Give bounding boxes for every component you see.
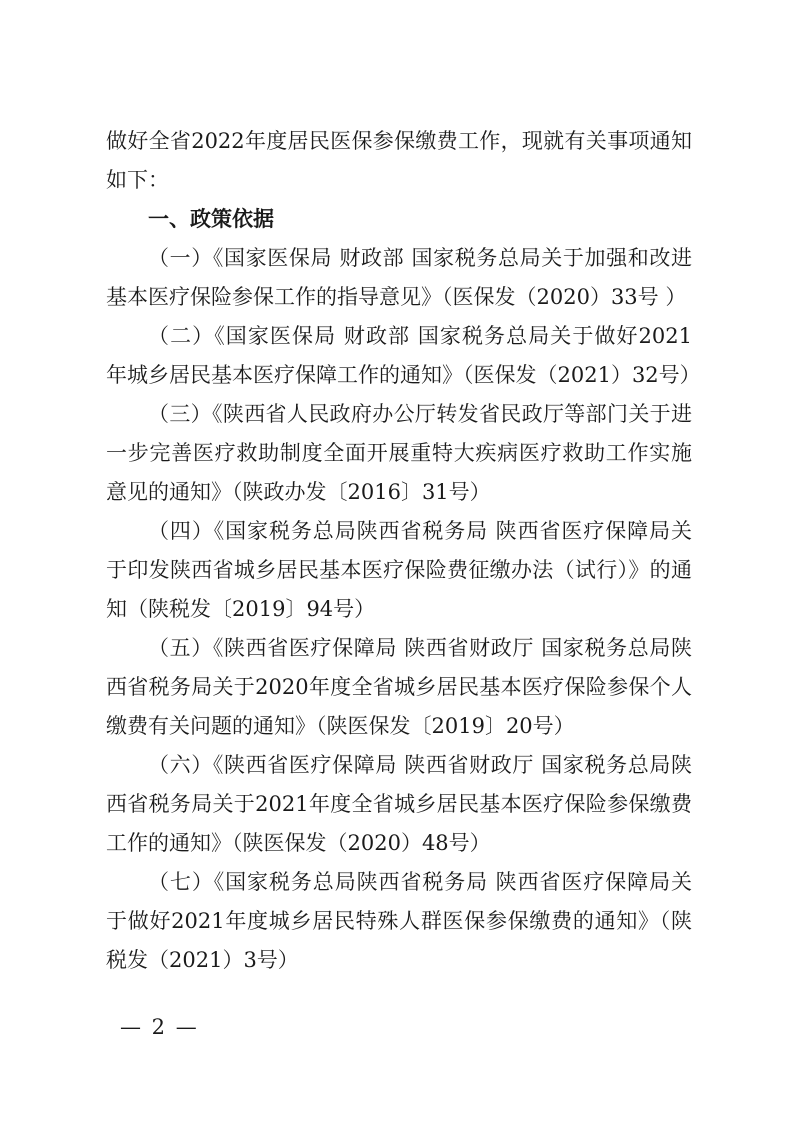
policy-item-7-line: 税发（2021）3号） bbox=[106, 948, 299, 972]
policy-item-5-line: 西省税务局关于2020年度全省城乡居民基本医疗保险参保个人 bbox=[106, 675, 692, 699]
policy-item-6-line: 西省税务局关于2021年度全省城乡居民基本医疗保险参保缴费 bbox=[106, 792, 692, 816]
policy-item-2-line: 年城乡居民基本医疗保障工作的通知》（医保发（2021）32号） bbox=[106, 363, 701, 387]
policy-item-4-line: 于印发陕西省城乡居民基本医疗保险费征缴办法（试行）》的通 bbox=[106, 558, 692, 582]
policy-item-3-line: 一步完善医疗救助制度全面开展重特大疾病医疗救助工作实施 bbox=[106, 441, 692, 465]
policy-item-5-line: 缴费有关问题的通知》（陕医保发〔2019〕20号） bbox=[106, 714, 575, 738]
policy-item-5-line: （五）《陕西省医疗保障局 陕西省财政厅 国家税务总局陕 bbox=[148, 636, 692, 660]
policy-item-4-line: （四）《国家税务总局陕西省税务局 陕西省医疗保障局关 bbox=[148, 519, 692, 543]
body-text-line: 做好全省2022年度居民医保参保缴费工作，现就有关事项通知 bbox=[106, 129, 692, 153]
policy-item-2-line: （二）《国家医保局 财政部 国家税务总局关于做好2021 bbox=[148, 324, 692, 348]
policy-item-6-line: 工作的通知》（陕医保发（2020）48号） bbox=[106, 831, 491, 855]
policy-item-3-line: 意见的通知》（陕政办发〔2016〕31号） bbox=[106, 480, 491, 504]
body-text-line: 如下： bbox=[106, 168, 169, 192]
policy-item-7-line: （七）《国家税务总局陕西省税务局 陕西省医疗保障局关 bbox=[148, 870, 692, 894]
policy-item-4-line: 知（陕税发〔2019〕94号） bbox=[106, 597, 376, 621]
policy-item-3-line: （三）《陕西省人民政府办公厅转发省民政厅等部门关于进 bbox=[148, 402, 692, 426]
policy-item-7-line: 于做好2021年度城乡居民特殊人群医保参保缴费的通知》（陕 bbox=[106, 909, 692, 933]
policy-item-1-line: 基本医疗保险参保工作的指导意见》（医保发（2020）33号 ） bbox=[106, 285, 687, 309]
policy-item-1-line: （一）《国家医保局 财政部 国家税务总局关于加强和改进 bbox=[148, 246, 692, 270]
policy-item-6-line: （六）《陕西省医疗保障局 陕西省财政厅 国家税务总局陕 bbox=[148, 753, 692, 777]
page-number: — 2 — bbox=[120, 1015, 199, 1039]
section-heading: 一、政策依据 bbox=[148, 207, 274, 231]
